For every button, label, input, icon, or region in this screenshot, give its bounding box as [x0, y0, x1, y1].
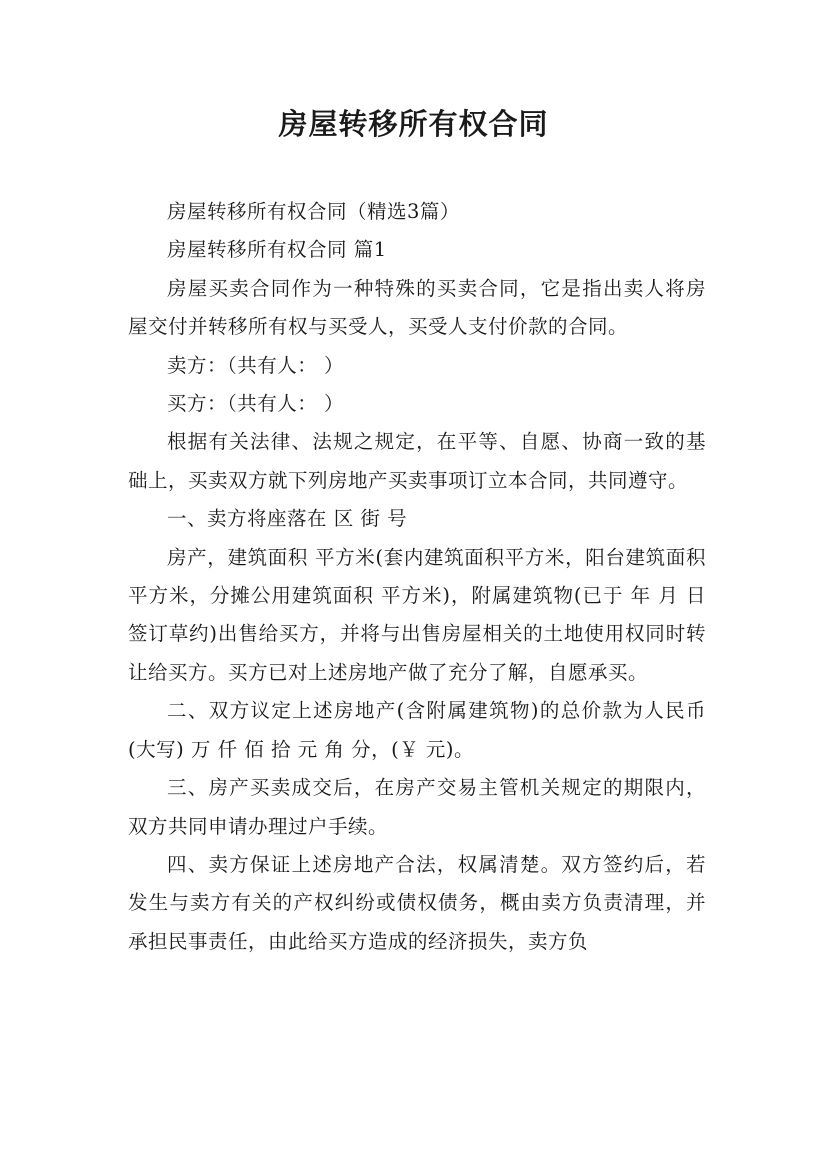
document-body [128, 193, 706, 961]
paragraph-clause-3: 三、房产买卖成交后，在房产交易主管机关规定的期限内，双方共同申请办理过户手续。 [128, 776, 706, 838]
paragraph-clause-2: 二、双方议定上述房地产(含附属建筑物)的总价款为人民币(大写) 万 仟 佰 拾 元 角 分，(￥ 元)。 [128, 699, 706, 761]
paragraph-clause-4: 四、卖方保证上述房地产合法，权属清楚。双方签约后，若发生与卖方有关的产权纠纷或债权债务，概由卖方负责清理，并承担民事责任，由此给买方造成的经济损失，卖方负 [128, 852, 706, 953]
document-title: 房屋转移所有权合同 [278, 107, 549, 141]
paragraph-property-details: 房产，建筑面积 平方米(套内建筑面积平方米，阳台建筑面积 平方米，分摊公用建筑面积 平方米)，附属建筑物(已于 年 月 日签订草约)出售给买方，并将与出售房屋相关的土地使用权同时转让给买方。买方已对上述房地产做了充分了解，自愿承买。 [128, 545, 706, 684]
paragraph-definition: 房屋买卖合同作为一种特殊的买卖合同，它是指出卖人将房屋交付并转移所有权与买受人，买受人支付价款的合同。 [128, 276, 706, 339]
paragraph-clause-1: 一、卖方将座落在 区 街 号 [167, 507, 408, 531]
paragraph-subtitle: 房屋转移所有权合同（精选3篇） [167, 200, 460, 223]
paragraph-buyer: 买方：（共有人： ） [167, 392, 344, 416]
paragraph-preamble: 根据有关法律、法规之规定，在平等、自愿、协商一致的基础上，买卖双方就下列房地产买卖事项订立本合同，共同遵守。 [128, 430, 706, 492]
paragraph-seller: 卖方：（共有人： ） [167, 353, 344, 377]
paragraph-section-heading: 房屋转移所有权合同 篇1 [167, 238, 387, 262]
